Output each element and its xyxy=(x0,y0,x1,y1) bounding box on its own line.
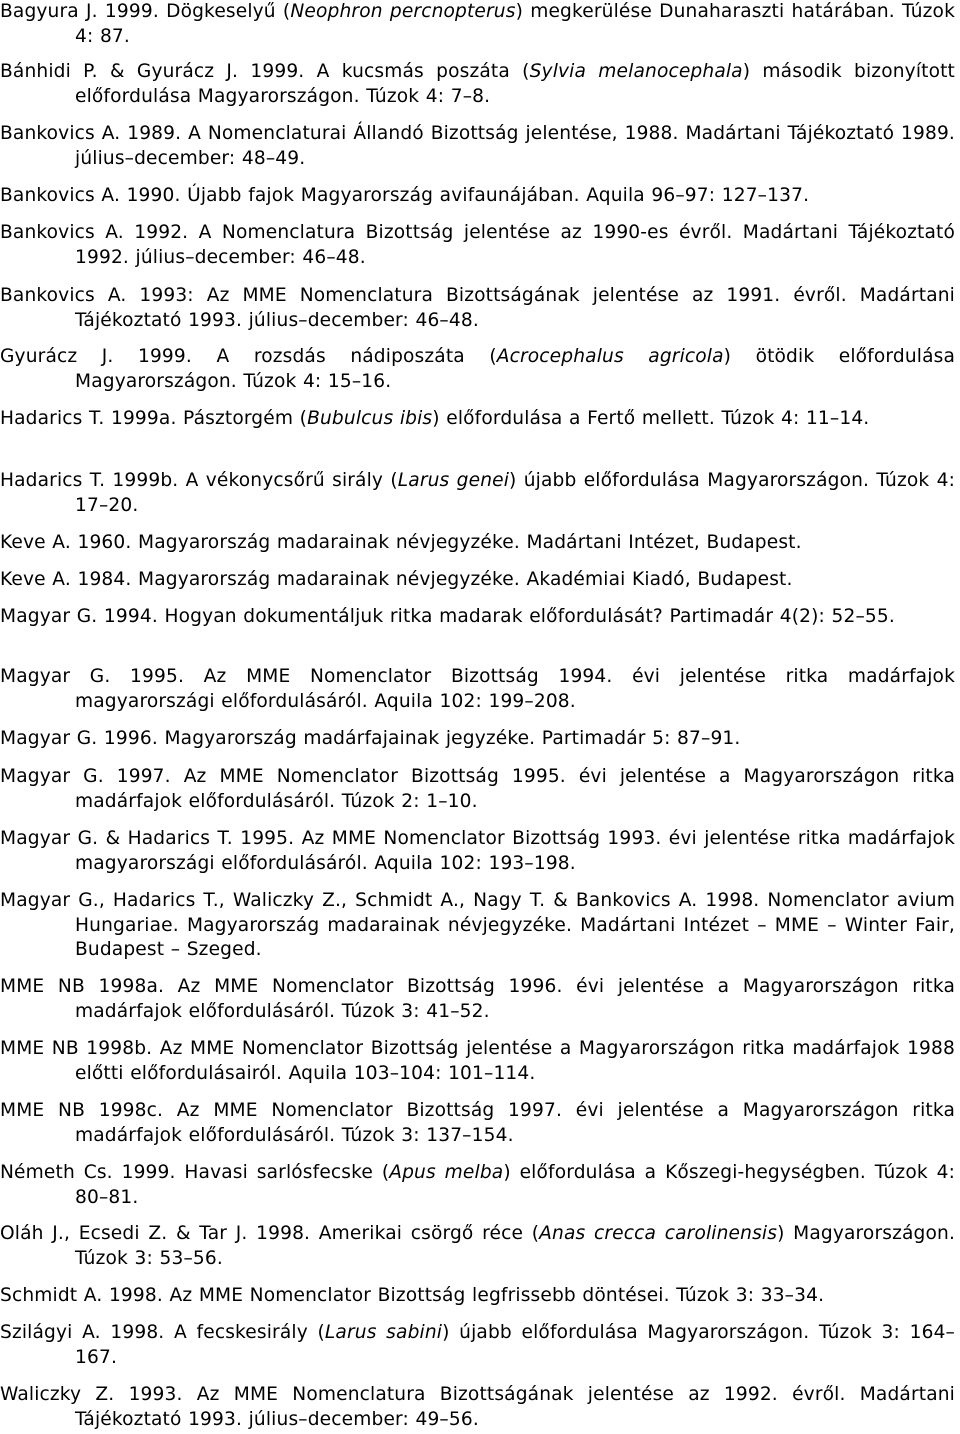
reference-text: ) megkerülése Dunaharaszti határában. Túzok 4: 87. xyxy=(75,1,955,47)
reference-text: ) Magyarországon. Túzok 3: 53–56. xyxy=(75,1223,956,1269)
reference-text: MME NB 1998a. Az MME Nomenclator Bizottság 1996. évi jelentése a Magyarországon ritka madárfajok előfordulásáról. Túzok 3: 41–52. xyxy=(0,976,955,1022)
reference-text: ) újabb előfordulása Magyarországon. Túzok 3: 164–167. xyxy=(75,1322,955,1368)
reference-text: ) előfordulása a Kőszegi-hegységben. Túzok 4: 80–81. xyxy=(75,1162,955,1208)
reference-text: Magyar G. 1995. Az MME Nomenclator Bizottság 1994. évi jelentése ritka madárfajok magyarországi előfordulásáról. Aquila 102: 199–208. xyxy=(0,666,955,712)
reference-entry xyxy=(0,1383,955,1432)
reference-entry xyxy=(0,827,955,876)
reference-entry xyxy=(0,1284,955,1309)
reference-entry xyxy=(0,727,955,752)
reference-entry xyxy=(0,469,955,518)
species-name: Anas crecca carolinensis xyxy=(539,1223,778,1244)
species-name: Sylvia melanocephala xyxy=(529,61,743,82)
reference-text: MME NB 1998b. Az MME Nomenclator Bizottság jelentése a Magyarországon ritka madárfajok 1988 előtti előfordulásairól. Aquila 103–104: 101–114. xyxy=(0,1038,955,1084)
reference-entry xyxy=(0,665,955,714)
reference-entry xyxy=(0,345,955,394)
reference-entry xyxy=(0,975,955,1024)
reference-entry xyxy=(0,531,955,556)
reference-text: Keve A. 1960. Magyarország madarainak névjegyzéke. Madártani Intézet, Budapest. xyxy=(0,532,802,553)
reference-text: Magyar G. 1996. Magyarország madárfajainak jegyzéke. Partimadár 5: 87–91. xyxy=(0,728,741,749)
reference-entry xyxy=(0,605,955,630)
reference-entry xyxy=(0,1161,955,1210)
reference-entry xyxy=(0,122,955,171)
species-name: Apus melba xyxy=(389,1162,504,1183)
reference-entry xyxy=(0,1321,955,1370)
reference-text: Németh Cs. 1999. Havasi sarlósfecske ( xyxy=(0,1162,390,1183)
reference-text: Bankovics A. 1989. A Nomenclaturai Állandó Bizottság jelentése, 1988. Madártani Tájékoztató 1989. július–december: 48–49. xyxy=(0,123,955,169)
reference-text: Magyar G. 1997. Az MME Nomenclator Bizottság 1995. évi jelentése a Magyarországon ritka madárfajok előfordulásáról. Túzok 2: 1–10. xyxy=(0,766,955,812)
reference-text: Magyar G., Hadarics T., Waliczky Z., Schmidt A., Nagy T. & Bankovics A. 1998. Nomenclator avium Hungariae. Magyarország madarainak névjegyzéke. Madártani Intézet – MME – Winter Fair, Budapest – Szeged. xyxy=(0,890,955,961)
reference-text: Waliczky Z. 1993. Az MME Nomenclatura Bizottságának jelentése az 1992. évről. Madártani Tájékoztató 1993. július–december: 49–56. xyxy=(0,1384,955,1430)
reference-text: Bankovics A. 1990. Újabb fajok Magyarország avifaunájában. Aquila 96–97: 127–137. xyxy=(0,185,810,206)
reference-text: Szilágyi A. 1998. A fecskesirály ( xyxy=(0,1322,325,1343)
reference-text: Keve A. 1984. Magyarország madarainak névjegyzéke. Akadémiai Kiadó, Budapest. xyxy=(0,569,793,590)
reference-entry xyxy=(0,889,955,963)
reference-text: Bánhidi P. & Gyurácz J. 1999. A kucsmás poszáta ( xyxy=(0,61,530,82)
reference-entry xyxy=(0,765,955,814)
reference-entry xyxy=(0,1222,955,1271)
reference-text: Schmidt A. 1998. Az MME Nomenclator Bizottság legfrissebb döntései. Túzok 3: 33–34. xyxy=(0,1285,825,1306)
species-name: Bubulcus ibis xyxy=(307,408,433,429)
reference-entry xyxy=(0,60,955,109)
species-name: Larus sabini xyxy=(324,1322,443,1343)
reference-entry xyxy=(0,1099,955,1148)
reference-entry xyxy=(0,284,955,333)
species-name: Neophron percnopterus xyxy=(290,1,516,22)
reference-text: Magyar G. 1994. Hogyan dokumentáljuk ritka madarak előfordulását? Partimadár 4(2): 52–55. xyxy=(0,606,895,627)
reference-text: Hadarics T. 1999a. Pásztorgém ( xyxy=(0,408,308,429)
reference-text: Bankovics A. 1992. A Nomenclatura Bizottság jelentése az 1990-es évről. Madártani Tájékoztató 1992. július–december: 46–48. xyxy=(0,222,955,268)
reference-text: ) ötödik előfordulása Magyarországon. Túzok 4: 15–16. xyxy=(75,346,955,392)
reference-entry xyxy=(0,1037,955,1086)
reference-text: Gyurácz J. 1999. A rozsdás nádiposzáta ( xyxy=(0,346,497,367)
species-name: Acrocephalus agricola xyxy=(496,346,724,367)
reference-entry xyxy=(0,407,955,432)
reference-text: ) újabb előfordulása Magyarországon. Túzok 4: 17–20. xyxy=(75,470,956,516)
reference-entry xyxy=(0,221,955,270)
reference-text: Bagyura J. 1999. Dögkeselyű ( xyxy=(0,1,291,22)
reference-text: Magyar G. & Hadarics T. 1995. Az MME Nomenclator Bizottság 1993. évi jelentése ritka madárfajok magyarországi előfordulásáról. Aquila 102: 193–198. xyxy=(0,828,955,874)
reference-text: MME NB 1998c. Az MME Nomenclator Bizottság 1997. évi jelentése a Magyarországon ritka madárfajok előfordulásáról. Túzok 3: 137–154. xyxy=(0,1100,955,1146)
reference-text: Hadarics T. 1999b. A vékonycsőrű sirály ( xyxy=(0,470,398,491)
reference-text: Oláh J., Ecsedi Z. & Tar J. 1998. Amerikai csörgő réce ( xyxy=(0,1223,540,1244)
reference-text: ) előfordulása a Fertő mellett. Túzok 4: 11–14. xyxy=(432,408,870,429)
reference-text: ) második bizonyított előfordulása Magyarországon. Túzok 4: 7–8. xyxy=(75,61,955,107)
species-name: Larus genei xyxy=(397,470,510,491)
reference-entry xyxy=(0,568,955,593)
reference-text: Bankovics A. 1993: Az MME Nomenclatura Bizottságának jelentése az 1991. évről. Madártani Tájékoztató 1993. július–december: 46–48. xyxy=(0,285,955,331)
reference-entry xyxy=(0,0,955,49)
reference-entry xyxy=(0,184,955,209)
